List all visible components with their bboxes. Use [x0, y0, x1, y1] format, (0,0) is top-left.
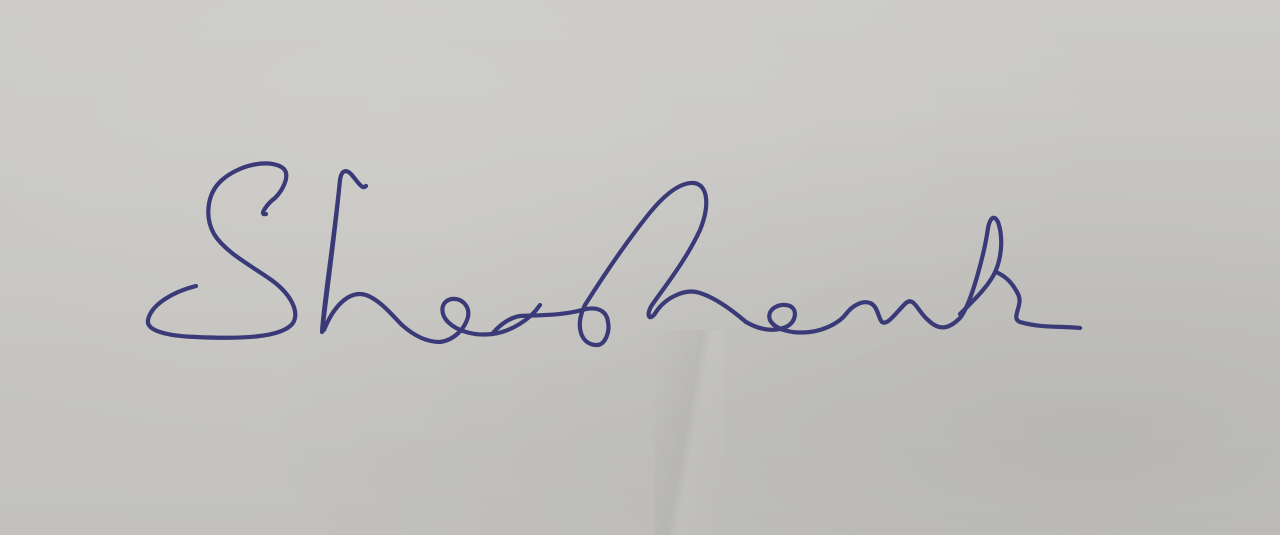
- signature-stroke-s: [148, 163, 295, 337]
- signature-stroke-s2: [492, 183, 746, 345]
- signature-stroke-a2: [746, 305, 846, 333]
- signature-stroke-k: [928, 218, 1080, 328]
- signature-stroke-h1: [322, 171, 402, 332]
- signature-stroke-n: [846, 301, 928, 322]
- signature-stroke-a1: [402, 299, 540, 342]
